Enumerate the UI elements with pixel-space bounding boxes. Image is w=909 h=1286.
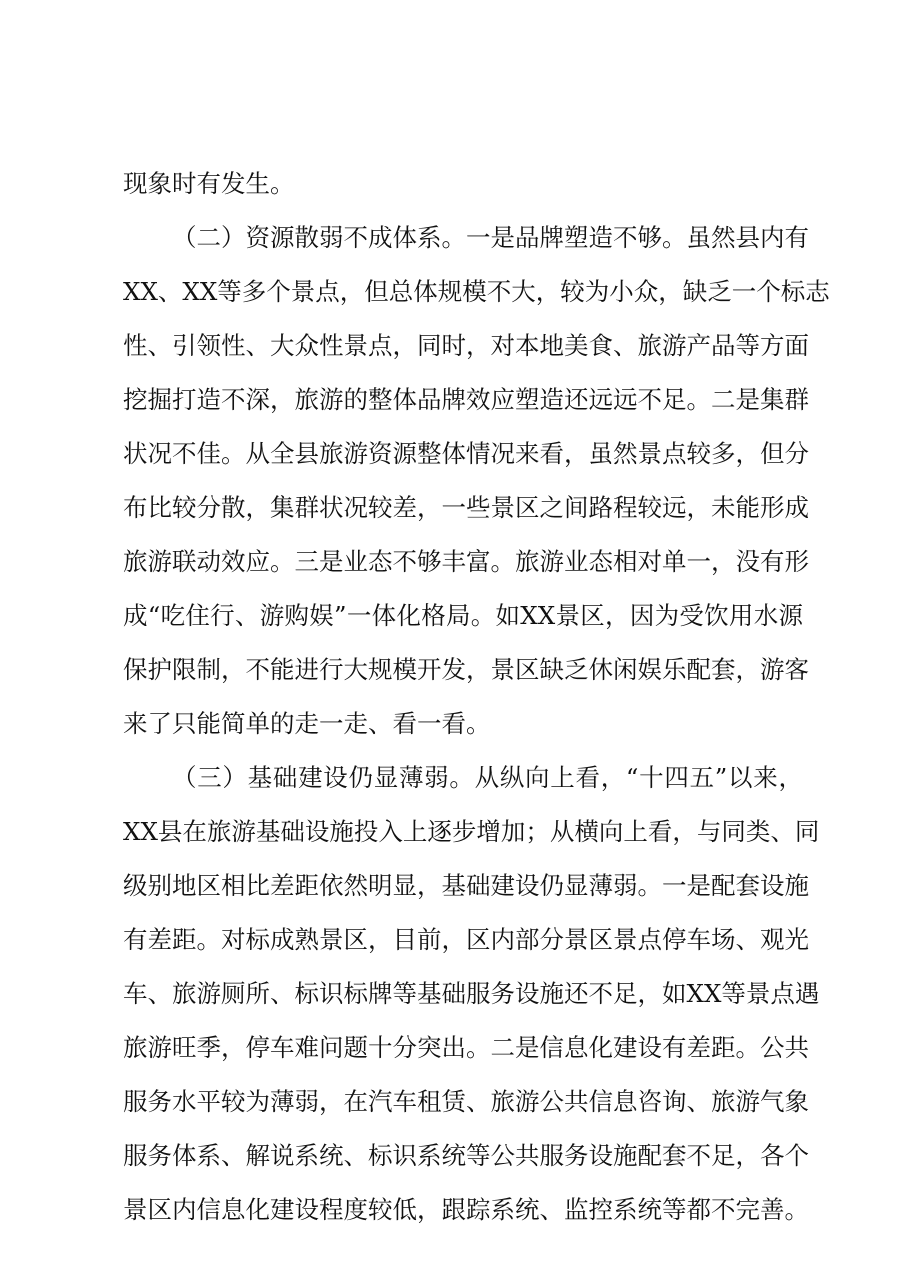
- text-line: 保护限制，不能进行大规模开发，景区缺乏休闲娱乐配套，游客: [123, 655, 809, 684]
- text-line: 服务体系、解说系统、标识系统等公共服务设施配套不足，各个: [123, 1141, 809, 1170]
- text-line: 旅游联动效应。三是业态不够丰富。旅游业态相对单一，没有形: [123, 547, 809, 576]
- paragraph-heading-line: （三）基础建设仍显薄弱。从纵向上看，“十四五”以来，: [172, 763, 803, 792]
- text-line: XX、XX等多个景点，但总体规模不大，较为小众，缺乏一个标志: [123, 277, 830, 306]
- text-line: 状况不佳。从全县旅游资源整体情况来看，虽然景点较多，但分: [123, 439, 809, 468]
- text-line: 性、引领性、大众性景点，同时，对本地美食、旅游产品等方面: [123, 331, 809, 360]
- text-line: 挖掘打造不深，旅游的整体品牌效应塑造还远远不足。二是集群: [123, 385, 809, 414]
- text-line: 来了只能简单的走一走、看一看。: [123, 709, 491, 738]
- text-line: 布比较分散，集群状况较差，一些景区之间路程较远，未能形成: [123, 493, 809, 522]
- paragraph-heading-line: （二）资源散弱不成体系。一是品牌塑造不够。虽然县内有: [172, 223, 809, 252]
- text-line: 旅游旺季，停车难问题十分突出。二是信息化建设有差距。公共: [123, 1033, 809, 1062]
- text-line: 景区内信息化建设程度较低，跟踪系统、监控系统等都不完善。: [123, 1195, 809, 1224]
- text-line: 服务水平较为薄弱，在汽车租赁、旅游公共信息咨询、旅游气象: [123, 1087, 809, 1116]
- text-line: 现象时有发生。: [123, 169, 295, 198]
- text-line: 成“吃住行、游购娱”一体化格局。如XX景区，因为受饮用水源: [123, 601, 803, 630]
- text-line: XX县在旅游基础设施投入上逐步增加；从横向上看，与同类、同: [123, 817, 820, 846]
- text-line: 车、旅游厕所、标识标牌等基础服务设施还不足，如XX等景点遇: [123, 979, 820, 1008]
- text-line: 级别地区相比差距依然明显，基础建设仍显薄弱。一是配套设施: [123, 871, 809, 900]
- text-line: 有差距。对标成熟景区，目前，区内部分景区景点停车场、观光: [123, 925, 809, 954]
